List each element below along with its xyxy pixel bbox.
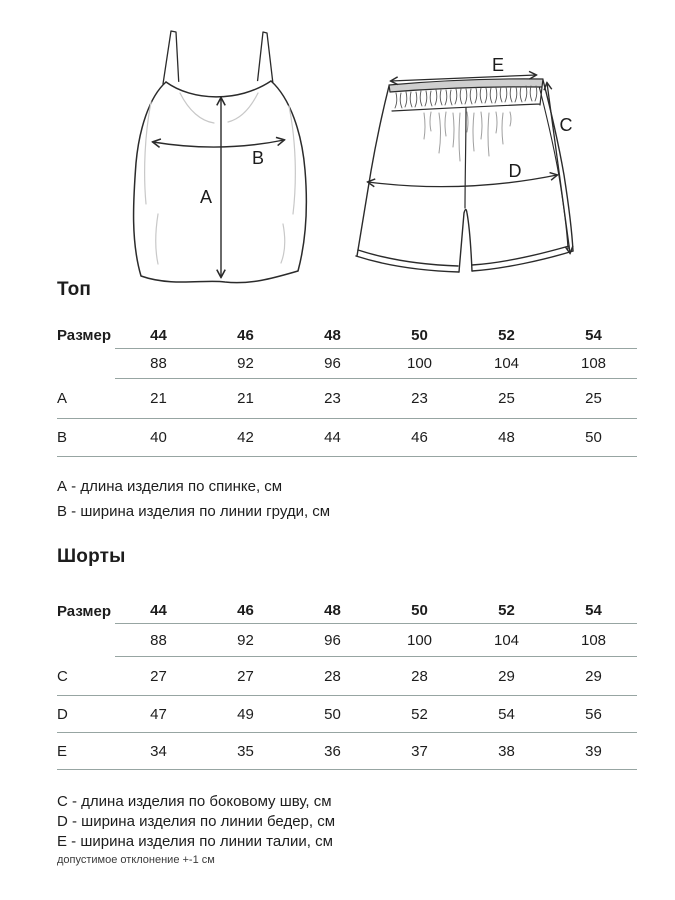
measure-label-e: E — [491, 55, 505, 75]
camisole-right-strap — [257, 32, 273, 86]
size-value: 44 — [115, 598, 202, 624]
chest-value: 88 — [115, 624, 202, 657]
size-value: 50 — [376, 322, 463, 349]
table-spacer-cell — [57, 349, 115, 379]
top-section-title: Топ — [57, 279, 92, 300]
chest-value: 92 — [202, 624, 289, 657]
measure-label-c: C — [559, 115, 573, 135]
chest-value: 108 — [550, 349, 637, 379]
shorts-right-hem — [472, 246, 573, 271]
measure-value: 25 — [550, 379, 637, 419]
measure-value: 46 — [376, 419, 463, 457]
measure-value: 48 — [463, 419, 550, 457]
measure-value: 44 — [289, 419, 376, 457]
shorts-section-title: Шорты — [57, 546, 126, 567]
shorts-center-seam — [465, 108, 466, 208]
shorts-left-hem — [356, 250, 459, 272]
measure-value: 47 — [115, 696, 202, 733]
measure-value: 50 — [550, 419, 637, 457]
camisole-left-strap — [163, 31, 179, 87]
measure-value: 21 — [202, 379, 289, 419]
size-header-label: Размер — [57, 327, 112, 344]
top-legend — [57, 474, 330, 524]
measure-value: 34 — [115, 733, 202, 770]
garment-drawings — [0, 0, 675, 300]
legend-line-c: C - длина изделия по боковому шву, см — [57, 793, 332, 810]
measure-value: 36 — [289, 733, 376, 770]
size-header-label: Размер — [57, 602, 112, 620]
measure-value: 39 — [550, 733, 637, 770]
measure-arrow-d — [368, 175, 557, 187]
size-value: 52 — [463, 598, 550, 624]
size-value: 46 — [202, 598, 289, 624]
row-label: B — [57, 419, 115, 457]
chest-value: 100 — [376, 624, 463, 657]
measure-value: 52 — [376, 696, 463, 733]
legend-line-e: E - ширина изделия по линии талии, см — [57, 833, 333, 850]
size-value: 48 — [289, 322, 376, 349]
size-value: 50 — [376, 598, 463, 624]
measure-value: 40 — [115, 419, 202, 457]
tolerance-note: допустимое отклонение +-1 см — [57, 854, 215, 866]
legend-line-b: В - ширина изделия по линии груди, см — [57, 503, 331, 520]
measure-arrow-c — [547, 83, 570, 253]
measure-value: 50 — [289, 696, 376, 733]
chest-value: 100 — [376, 349, 463, 379]
row-label: A — [57, 379, 115, 419]
legend-line-a: А - длина изделия по спинке, см — [57, 478, 283, 495]
shorts-drawing — [356, 55, 573, 272]
row-label: C — [57, 657, 115, 696]
measure-value: 38 — [463, 733, 550, 770]
camisole-body — [134, 81, 307, 283]
shorts-legend — [57, 792, 335, 852]
chest-value: 88 — [115, 349, 202, 379]
size-value: 44 — [115, 322, 202, 349]
measure-value: 29 — [463, 657, 550, 696]
row-label: D — [57, 696, 115, 733]
shorts-drape-wrinkles — [424, 112, 511, 161]
legend-line-d: D - ширина изделия по линии бедер, см — [57, 813, 336, 830]
chest-value: 96 — [289, 349, 376, 379]
row-label: E — [57, 733, 115, 770]
measure-value: 28 — [289, 657, 376, 696]
measure-value: 49 — [202, 696, 289, 733]
chest-value: 96 — [289, 624, 376, 657]
measure-value: 37 — [376, 733, 463, 770]
chest-value: 104 — [463, 624, 550, 657]
measure-value: 27 — [202, 657, 289, 696]
measure-value: 23 — [376, 379, 463, 419]
top-size-table — [57, 322, 637, 457]
measure-value: 23 — [289, 379, 376, 419]
size-value: 46 — [202, 322, 289, 349]
measure-label-d: D — [508, 161, 522, 181]
chest-value: 92 — [202, 349, 289, 379]
measure-value: 27 — [115, 657, 202, 696]
measure-value: 35 — [202, 733, 289, 770]
shorts-crotch — [459, 210, 472, 273]
shorts-side-seam — [538, 82, 568, 249]
size-value: 48 — [289, 598, 376, 624]
size-value: 52 — [463, 322, 550, 349]
measure-value: 21 — [115, 379, 202, 419]
shorts-size-table — [57, 598, 637, 770]
size-value: 54 — [550, 598, 637, 624]
table-spacer-cell — [57, 624, 115, 657]
chest-value: 108 — [550, 624, 637, 657]
measure-label-b: B — [251, 148, 265, 168]
size-value: 54 — [550, 322, 637, 349]
measure-value: 56 — [550, 696, 637, 733]
shorts-left-side — [357, 86, 389, 256]
measure-label-a: A — [199, 187, 213, 207]
measure-value: 28 — [376, 657, 463, 696]
measure-value: 42 — [202, 419, 289, 457]
measure-value: 54 — [463, 696, 550, 733]
measure-value: 25 — [463, 379, 550, 419]
measure-value: 29 — [550, 657, 637, 696]
chest-value: 104 — [463, 349, 550, 379]
camisole-drawing — [134, 31, 307, 283]
